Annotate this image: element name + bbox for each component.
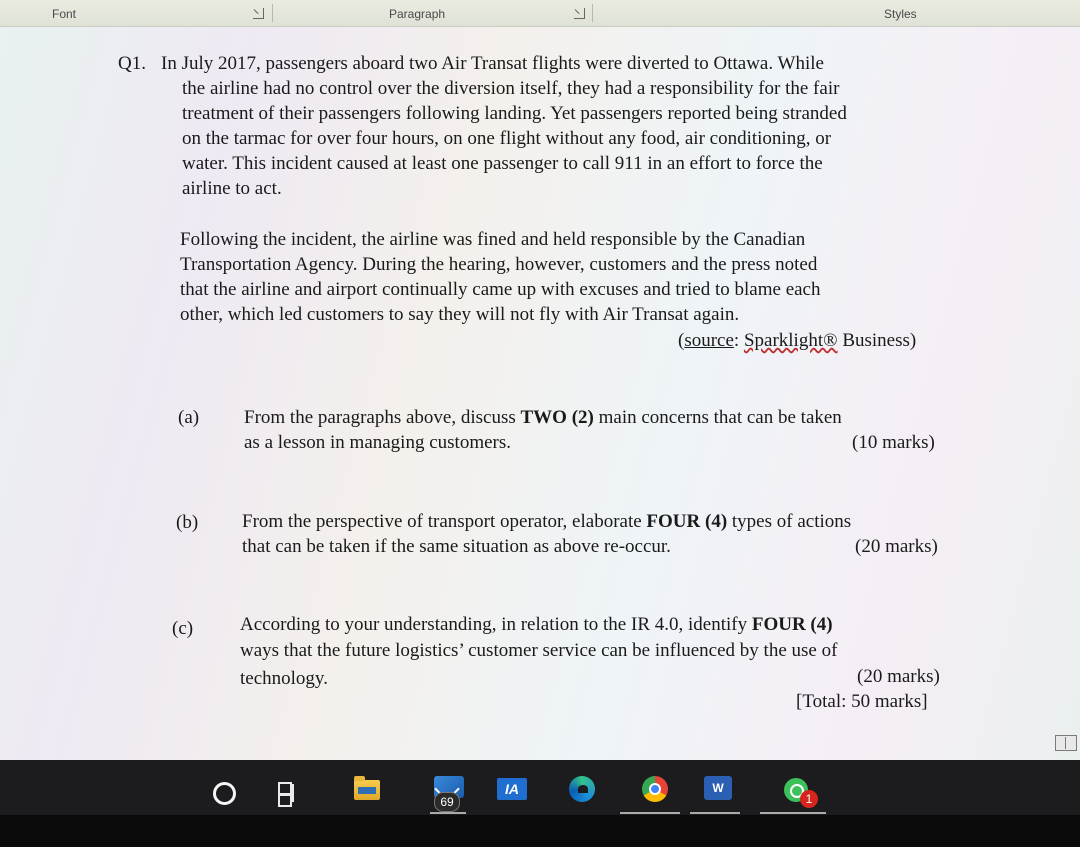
question-line: as a lesson in managing customers. [244, 432, 512, 453]
ia-app-icon: IA [497, 778, 527, 800]
search-icon [213, 782, 236, 805]
ribbon-styles-label: Styles [884, 7, 917, 21]
font-dialog-launcher-icon[interactable] [253, 8, 264, 19]
paragraph-line: In July 2017, passengers aboard two Air Transat flights were diverted to Ottawa. While [161, 53, 824, 74]
chrome-browser-button[interactable] [634, 768, 674, 808]
question-emphasis: FOUR (4) [751, 614, 833, 635]
word-app-button[interactable] [698, 768, 738, 808]
question-text: From the perspective of transport operator, elaborate [242, 511, 647, 532]
ribbon-font-label: Font [52, 7, 77, 21]
source-colon: : [733, 330, 744, 351]
question-line [244, 405, 842, 430]
question-line [242, 509, 851, 534]
source-rest: Business) [837, 330, 917, 351]
paragraph-line: other, which led customers to say they will not fly with Air Transat again. [180, 304, 740, 325]
chrome-icon [642, 776, 668, 802]
search-button[interactable] [201, 768, 241, 808]
paragraph-line: the airline had no control over the diversion itself, they had a responsibility for the fair [182, 78, 840, 99]
question-emphasis: TWO (2) [520, 407, 594, 428]
question-emphasis: FOUR (4) [646, 511, 728, 532]
source-citation [678, 328, 916, 353]
mail-button[interactable] [428, 768, 468, 808]
task-view-icon [278, 782, 300, 804]
question-line: ways that the future logistics’ customer service can be influenced by the use of [240, 640, 838, 661]
paragraph-line: airline to act. [182, 178, 282, 199]
paragraph-line: on the tarmac for over four hours, on one flight without any food, air conditioning, or [182, 128, 832, 149]
question-number: Q1. [118, 53, 146, 74]
question-line: that can be taken if the same situation as above re-occur. [242, 536, 671, 557]
edge-browser-button[interactable] [561, 768, 601, 808]
mail-unread-badge: 69 [434, 792, 460, 812]
paragraph-line: water. This incident caused at least one passenger to call 911 in an effort to force the [182, 153, 823, 174]
taskbar-bezel [0, 815, 1080, 847]
question-text: types of actions [727, 511, 852, 532]
question-marks: (20 marks) [857, 666, 940, 687]
folder-icon [354, 780, 380, 800]
ribbon-group-labels [0, 0, 1080, 27]
question-text: From the paragraphs above, discuss [244, 407, 521, 428]
paragraph-line: treatment of their passengers following landing. Yet passengers reported being stranded [182, 103, 847, 124]
task-view-button[interactable] [268, 768, 308, 808]
source-word: source [684, 330, 734, 351]
total-marks: [Total: 50 marks] [796, 691, 928, 712]
ribbon-paragraph-label: Paragraph [389, 7, 446, 21]
file-explorer-button[interactable] [346, 768, 386, 808]
question-label: (b) [176, 512, 199, 533]
ribbon-separator [592, 4, 593, 22]
question-line [240, 612, 833, 637]
question-label: (a) [178, 407, 200, 428]
paragraph-line: Following the incident, the airline was fined and held responsible by the Canadian [180, 229, 806, 250]
question-marks: (20 marks) [855, 536, 938, 557]
document-page[interactable] [0, 26, 1080, 760]
question-marks: (10 marks) [852, 432, 935, 453]
paragraph-line: Transportation Agency. During the hearing, however, customers and the press noted [180, 254, 818, 275]
whatsapp-notification-badge: 1 [800, 790, 818, 808]
paragraph-dialog-launcher-icon[interactable] [574, 8, 585, 19]
paragraph-line: that the airline and airport continually came up with excuses and tried to blame each [180, 279, 821, 300]
whatsapp-button[interactable] [776, 768, 816, 808]
question-text: main concerns that can be taken [593, 407, 842, 428]
word-active-indicator [690, 812, 740, 814]
read-mode-icon[interactable] [1055, 735, 1077, 751]
chrome-active-indicator [620, 812, 680, 814]
ia-app-button[interactable] [491, 768, 531, 808]
mail-active-indicator [430, 812, 466, 814]
ribbon-separator [272, 4, 273, 22]
source-open-paren: ( [678, 330, 685, 351]
whatsapp-active-indicator [760, 812, 826, 814]
source-brand: Sparklight® [743, 330, 838, 351]
question-text: According to your understanding, in relation to the IR 4.0, identify [240, 614, 752, 635]
question-line: technology. [240, 668, 328, 689]
edge-icon [569, 776, 595, 802]
word-icon: W [704, 776, 732, 800]
question-label: (c) [172, 618, 194, 639]
